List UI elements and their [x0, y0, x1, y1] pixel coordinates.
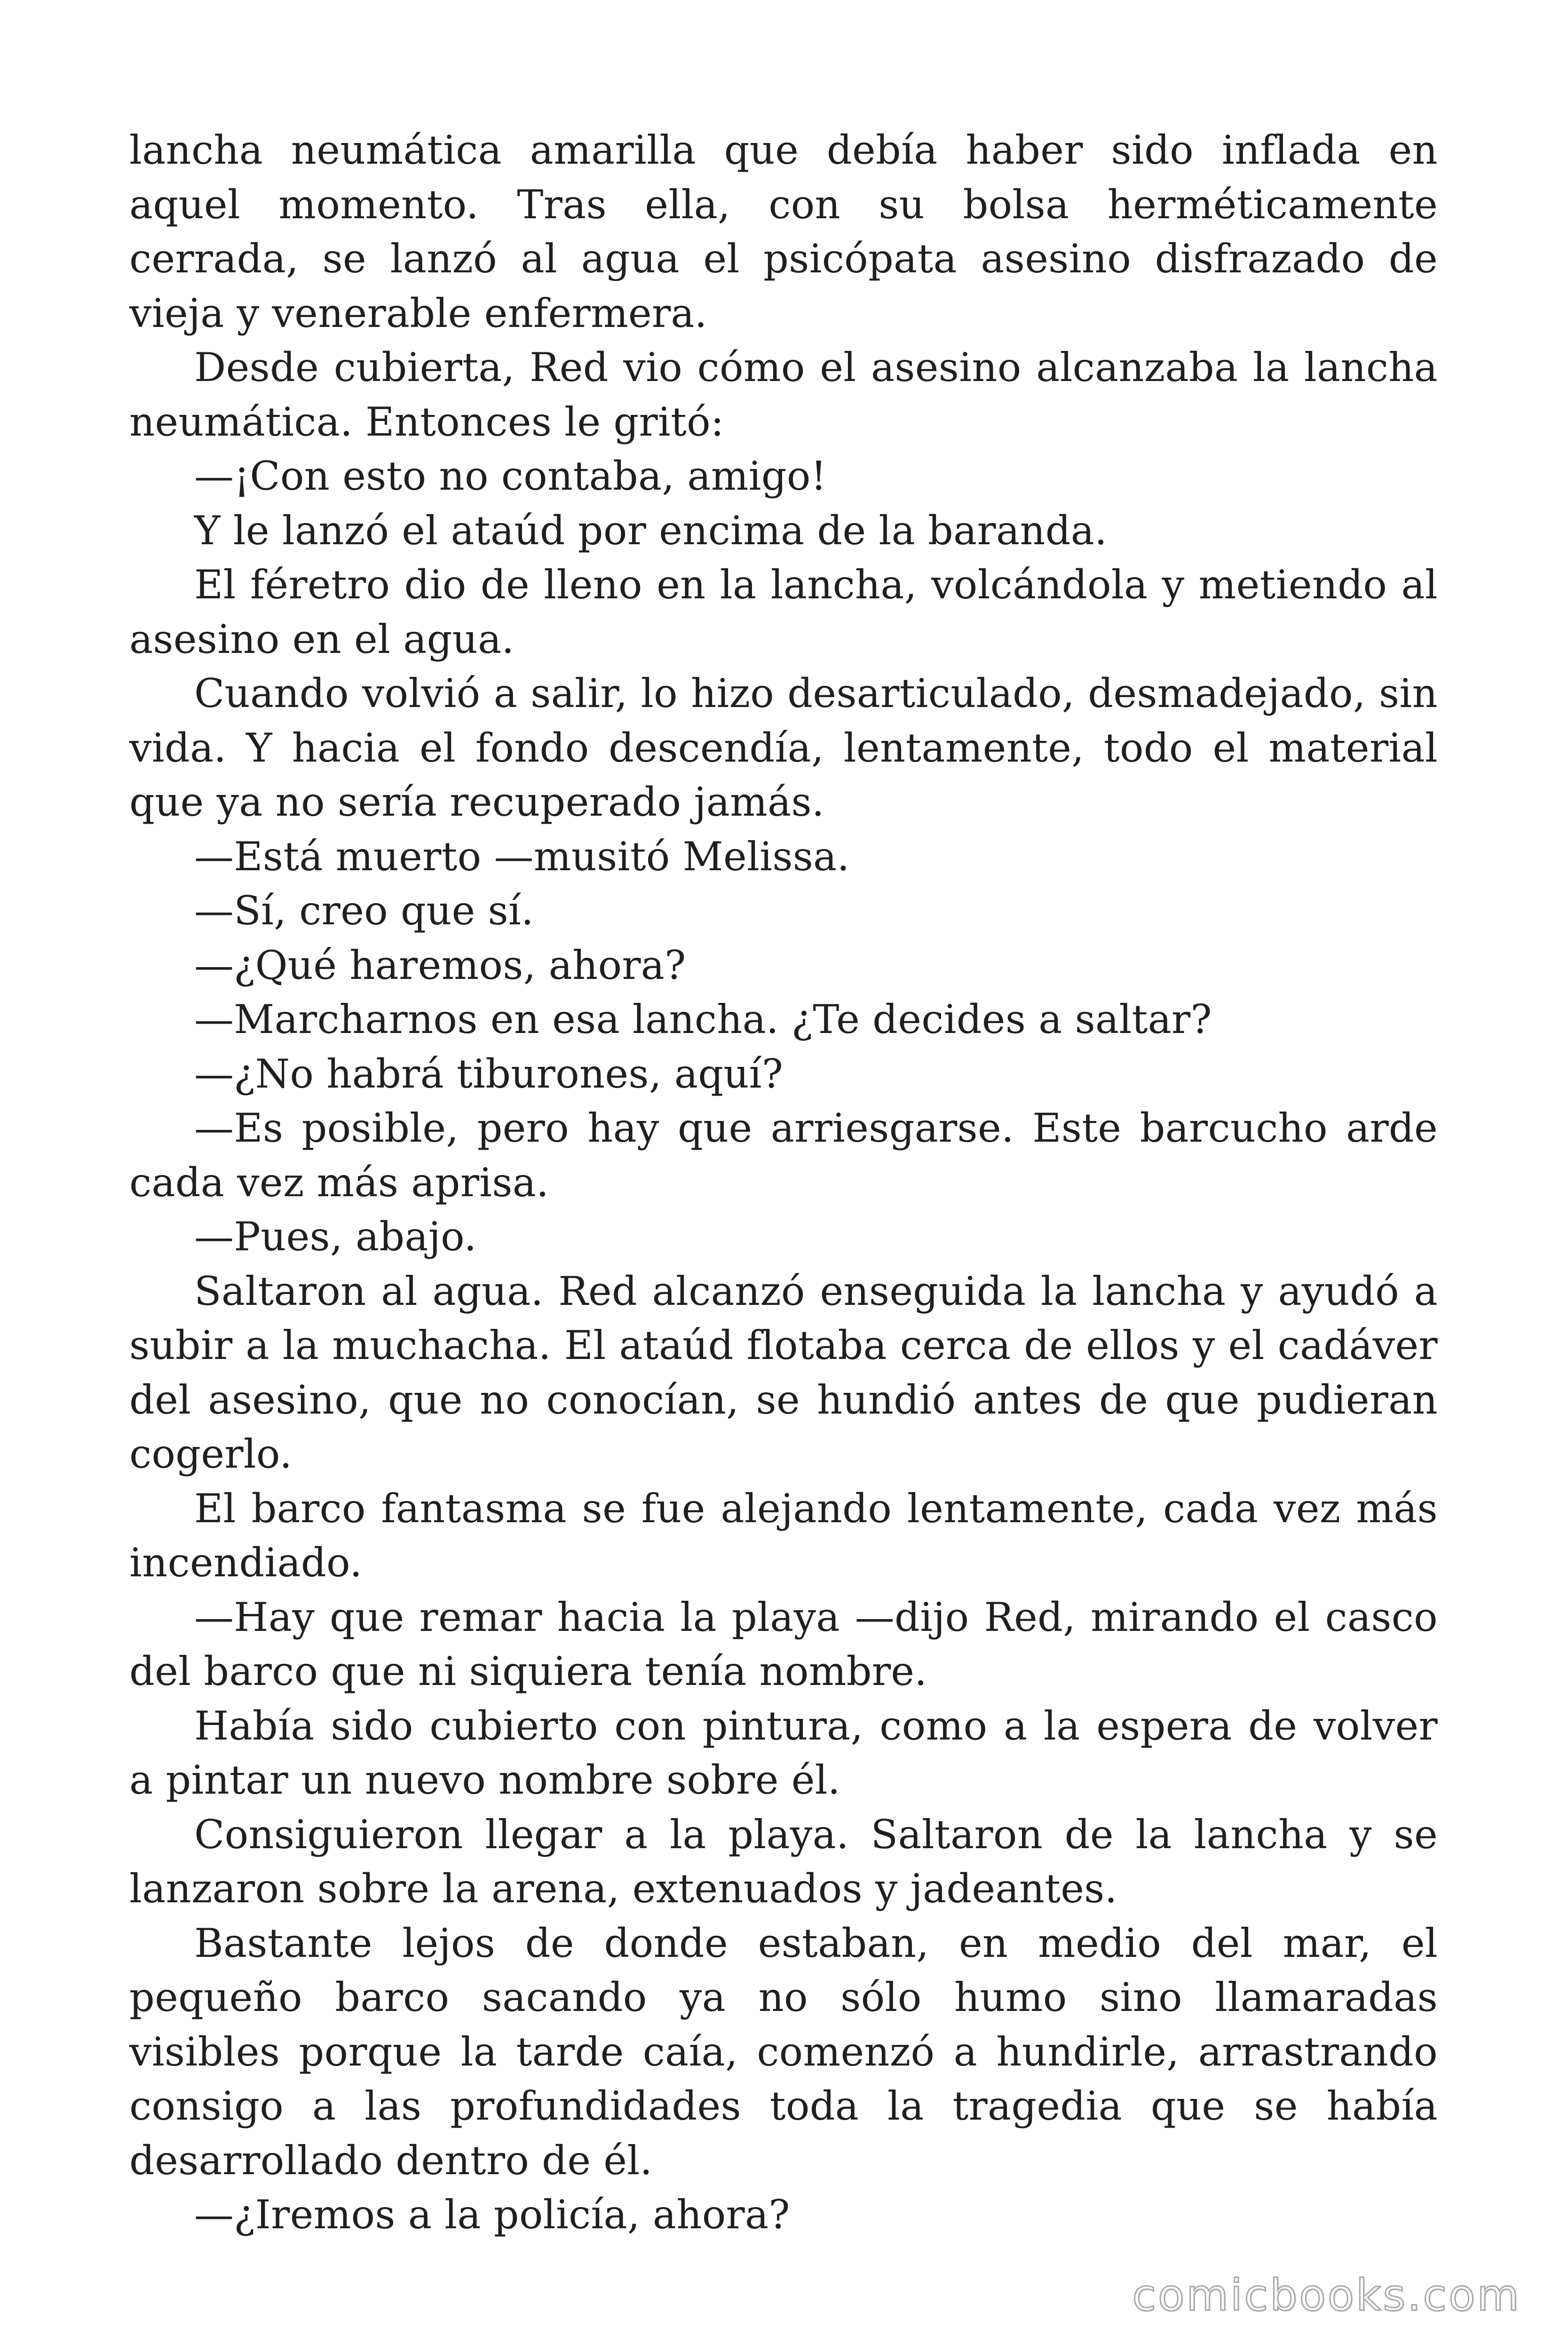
watermark: comicbooks.com	[1132, 2270, 1521, 2320]
paragraph: —Marcharnos en esa lancha. ¿Te decides a saltar?	[194, 996, 1212, 1042]
paragraph: —Hay que remar hacia la playa —dijo Red, mirando el casco del barco que ni siquiera tenía nombre.	[129, 1594, 1438, 1694]
paragraph: —Pues, abajo.	[194, 1214, 477, 1260]
paragraph: lancha neumática amarilla que debía haber sido inflada en aquel momento. Tras ella, con su bolsa herméticamente cerrada, se lanzó al agua el psicópata asesino disfrazado de vieja y venerable enfermera.	[129, 127, 1438, 336]
paragraph: —Es posible, pero hay que arriesgarse. Este barcucho arde cada vez más aprisa.	[129, 1105, 1438, 1206]
paragraph: —¡Con esto no contaba, amigo!	[194, 453, 827, 499]
paragraph: Consiguieron llegar a la playa. Saltaron de la lancha y se lanzaron sobre la arena, extenuados y jadeantes.	[129, 1811, 1438, 1912]
page-body	[129, 123, 1438, 2242]
paragraph: El féretro dio de lleno en la lancha, volcándola y metiendo al asesino en el agua.	[129, 562, 1438, 662]
paragraph: Desde cubierta, Red vio cómo el asesino alcanzaba la lancha neumática. Entonces le gritó:	[129, 344, 1438, 445]
paragraph: Y le lanzó el ataúd por encima de la baranda.	[194, 507, 1108, 554]
paragraph: El barco fantasma se fue alejando lentamente, cada vez más incendiado.	[129, 1485, 1438, 1586]
paragraph: Bastante lejos de donde estaban, en medio del mar, el pequeño barco sacando ya no sólo humo sino llamaradas visibles porque la tarde caía, comenzó a hundirle, arrastrando consigo a las profundidades toda la tragedia que se había desarrollado dentro de él.	[129, 1920, 1438, 2184]
paragraph: Cuando volvió a salir, lo hizo desarticulado, desmadejado, sin vida. Y hacia el fondo descendía, lentamente, todo el material que ya no sería recuperado jamás.	[129, 670, 1438, 825]
paragraph: —Está muerto —musitó Melissa.	[194, 833, 850, 880]
paragraph: Saltaron al agua. Red alcanzó enseguida la lancha y ayudó a subir a la muchacha. El ataúd flotaba cerca de ellos y el cadáver del asesino, que no conocían, se hundió antes de que pudieran cogerlo.	[129, 1268, 1438, 1477]
paragraph: —¿Qué haremos, ahora?	[194, 942, 686, 988]
paragraph: —¿No habrá tiburones, aquí?	[194, 1050, 784, 1097]
paragraph: —Sí, creo que sí.	[194, 888, 534, 934]
paragraph: —¿Iremos a la policía, ahora?	[194, 2192, 790, 2238]
paragraph: Había sido cubierto con pintura, como a la espera de volver a pintar un nuevo nombre sobre él.	[129, 1702, 1438, 1803]
